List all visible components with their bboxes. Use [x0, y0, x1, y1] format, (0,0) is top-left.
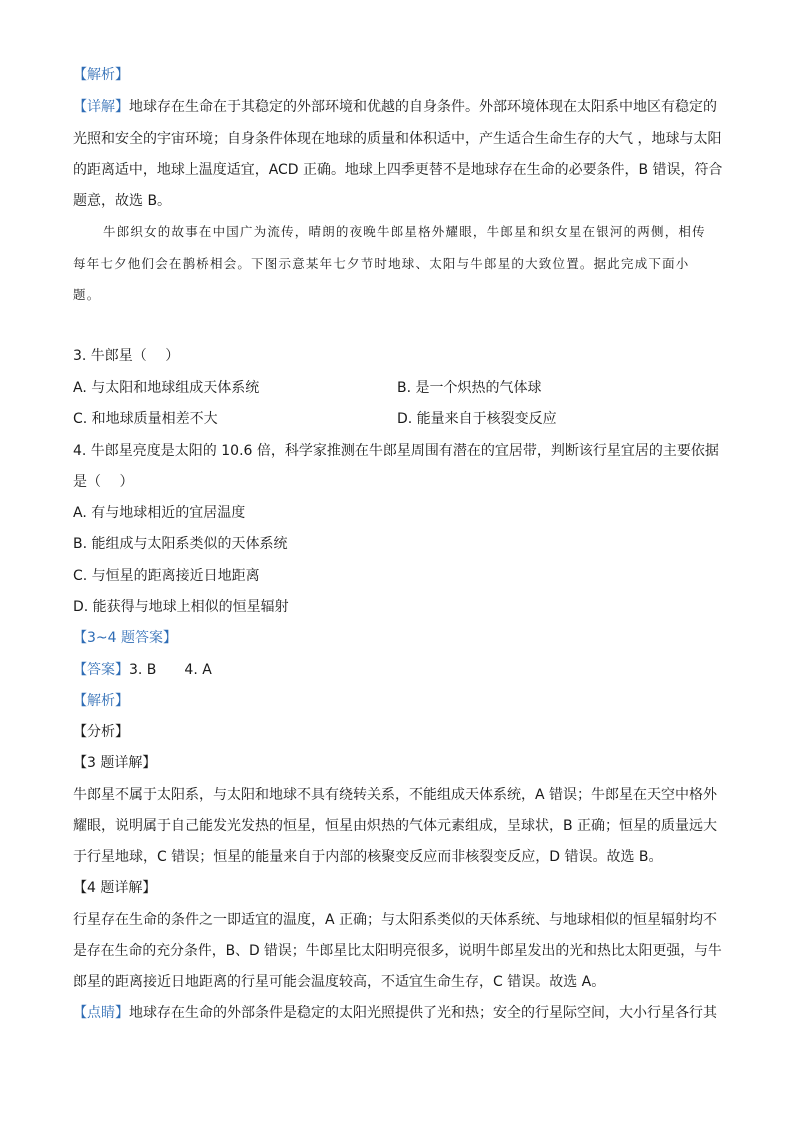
answers-analysis-tag: 【解析】 [73, 693, 129, 709]
answer-tag: 【答案】 [73, 662, 129, 678]
q4-option-b: B. 能组成与太阳系类似的天体系统 [73, 536, 288, 552]
detail-line-1: 【详解】地球存在生命在于其稳定的外部环境和优越的自身条件。外部环境体现在太阳系中地区有稳定的 [73, 99, 717, 115]
intro-line-2: 每年七夕他们会在鹊桥相会。下图示意某年七夕节时地球、太阳与牛郎星的大致位置。据此完成下面小 [73, 256, 690, 271]
q3-stem: 3. 牛郎星（ ） [73, 348, 180, 364]
q4-stem-line-2: 是（ ） [73, 474, 134, 490]
analysis-tag: 【解析】 [73, 67, 129, 83]
q4-detail-line-3: 郎星的距离接近日地距离的行星可能会温度较高，不适宜生命生存，C 错误。故选 A。 [73, 974, 606, 990]
dianjing-tag: 【点睛】 [73, 1005, 129, 1021]
answers-group-tag: 【3~4 题答案】 [73, 630, 177, 646]
q3-detail-line-1: 牛郎星不属于太阳系，与太阳和地球不具有绕转关系，不能组成天体系统，A 错误；牛郎星在天空中格外 [73, 787, 718, 803]
detail-tag: 【详解】 [73, 99, 129, 115]
q4-detail-line-2: 是存在生命的充分条件，B、D 错误；牛郎星比太阳明亮很多，说明牛郎星发出的光和热比太阳更强，与牛 [73, 943, 722, 959]
detail-line-2: 光照和安全的宇宙环境；自身条件体现在地球的质量和体积适中，产生适合生命生存的大气 ，地球与太阳 [73, 131, 722, 147]
q3-detail-line-2: 耀眼，说明属于自己能发光发热的恒星，恒星由炽热的气体元素组成，呈球状，B 正确；恒星的质量远大 [73, 818, 718, 834]
q3-option-c: C. 和地球质量相差不大 [73, 411, 218, 427]
q3-option-a: A. 与太阳和地球组成天体系统 [73, 380, 260, 396]
q4-option-a: A. 有与地球相近的宜居温度 [73, 505, 246, 521]
detail-line-4: 题意，故选 B。 [73, 193, 172, 209]
intro-line-3: 题。 [73, 287, 101, 302]
q3-detail-tag: 【3 题详解】 [73, 755, 157, 771]
q4-stem-line-1: 4. 牛郎星亮度是太阳的 10.6 倍，科学家推测在牛郎星周围有潜在的宜居带，判断该行星宜居的主要依据 [73, 443, 719, 459]
q4-option-c: C. 与恒星的距离接近日地距离 [73, 568, 260, 584]
q3-detail-line-3: 于行星地球，C 错误；恒星的能量来自于内部的核聚变反应而非核裂变反应，D 错误。故选 B。 [73, 849, 663, 865]
q4-option-d: D. 能获得与地球上相似的恒星辐射 [73, 599, 289, 615]
q4-detail-tag: 【4 题详解】 [73, 880, 157, 896]
q3-option-b: B. 是一个炽热的气体球 [397, 380, 542, 396]
intro-line-1: 牛郎织女的故事在中国广为流传，晴朗的夜晚牛郎星格外耀眼，牛郎星和织女星在银河的两侧，相传 [103, 224, 706, 239]
answer-line: 【答案】3. B 4. A [73, 662, 212, 678]
q3-option-d: D. 能量来自于核裂变反应 [397, 411, 557, 427]
q4-detail-line-1: 行星存在生命的条件之一即适宜的温度，A 正确；与太阳系类似的天体系统、与地球相似的恒星辐射均不 [73, 912, 718, 928]
fenxi-tag: 【分析】 [73, 724, 129, 740]
detail-line-3: 的距离适中，地球上温度适宜，ACD 正确。地球上四季更替不是地球存在生命的必要条件，B 错误，符合 [73, 162, 723, 178]
dianjing-line: 【点睛】地球存在生命的外部条件是稳定的太阳光照提供了光和热；安全的行星际空间，大小行星各行其 [73, 1005, 717, 1021]
